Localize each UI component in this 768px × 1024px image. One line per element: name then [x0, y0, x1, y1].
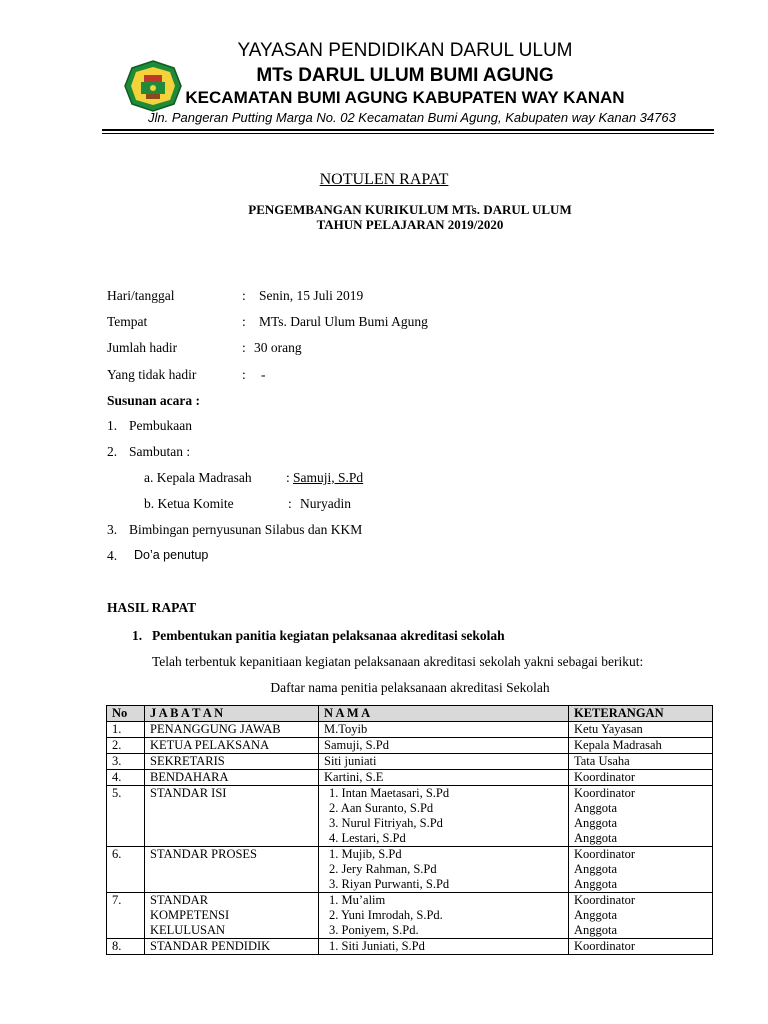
cell-keterangan — [569, 738, 713, 754]
results-point-title: Pembentukan panitia kegiatan pelaksanaa akreditasi sekolah — [152, 628, 505, 643]
results-paragraph: Telah terbentuk kepanitiaan kegiatan pelaksanaan akreditasi sekolah yakni sebagai berikut: — [152, 654, 644, 669]
school-name: MTs DARUL ULUM BUMI AGUNG — [256, 65, 554, 86]
info-label: Tempat — [107, 314, 148, 329]
document-year: TAHUN PELAJARAN 2019/2020 — [316, 217, 504, 232]
cell-nama — [319, 722, 569, 738]
table-row — [107, 770, 713, 786]
cell-jabatan-line: SEKRETARIS — [150, 754, 225, 768]
cell-nama-line: 3. Riyan Purwanti, S.Pd — [329, 877, 450, 891]
info-value: - — [261, 367, 266, 382]
agenda-item: Bimbingan pernyusunan Silabus dan KKM — [129, 522, 363, 537]
sambutan-role: a. Kepala Madrasah — [144, 470, 252, 485]
info-value: 30 orang — [254, 340, 302, 355]
cell-keterangan-line: Anggota — [574, 877, 618, 891]
cell-keterangan — [569, 722, 713, 738]
cell-nama-line: 4. Lestari, S.Pd — [329, 831, 406, 845]
cell-nama — [319, 939, 569, 955]
sambutan-separator: : — [288, 496, 292, 511]
table-row — [107, 738, 713, 754]
info-separator: : — [242, 367, 246, 382]
column-header-no: No — [107, 706, 145, 722]
cell-jabatan-line: STANDAR ISI — [150, 786, 227, 800]
agenda-item: Sambutan : — [129, 444, 191, 459]
cell-jabatan-line: STANDAR PENDIDIK — [150, 939, 271, 953]
cell-nama-line: 1. Mujib, S.Pd — [329, 847, 402, 861]
table-row — [107, 754, 713, 770]
committee-table — [106, 705, 713, 955]
cell-no: 3. — [107, 754, 145, 770]
cell-nama-line: 3. Poniyem, S.Pd. — [329, 923, 419, 937]
cell-keterangan-line: Koordinator — [574, 893, 636, 907]
table-row — [107, 847, 713, 893]
cell-keterangan — [569, 847, 713, 893]
cell-keterangan-line: Anggota — [574, 908, 618, 922]
cell-no: 2. — [107, 738, 145, 754]
cell-no: 8. — [107, 939, 145, 955]
results-point-number: 1. — [132, 628, 143, 643]
cell-nama — [319, 893, 569, 939]
info-label: Hari/tanggal — [107, 288, 175, 303]
cell-keterangan — [569, 770, 713, 786]
cell-keterangan — [569, 754, 713, 770]
cell-keterangan-line: Koordinator — [574, 939, 636, 953]
cell-nama-line: 2. Aan Suranto, S.Pd — [329, 801, 434, 815]
cell-jabatan-line: KOMPETENSI — [150, 908, 230, 922]
sambutan-separator: : — [286, 470, 290, 485]
sambutan-name: Samuji, S.Pd — [293, 470, 364, 485]
cell-keterangan-line: Tata Usaha — [574, 754, 630, 768]
agenda-item-number: 3. — [107, 522, 118, 537]
cell-keterangan-line: Koordinator — [574, 770, 636, 784]
info-label: Jumlah hadir — [107, 340, 178, 355]
table-row — [107, 722, 713, 738]
agenda-item-number: 4. — [107, 548, 118, 563]
column-header-jabatan: J A B A T A N — [145, 706, 319, 722]
info-value: Senin, 15 Juli 2019 — [259, 288, 364, 303]
column-header-keterangan: KETERANGAN — [569, 706, 713, 722]
cell-jabatan — [145, 939, 319, 955]
table-row — [107, 786, 713, 847]
cell-nama-line: 1. Siti Juniati, S.Pd — [329, 939, 425, 953]
cell-keterangan — [569, 939, 713, 955]
cell-no: 1. — [107, 722, 145, 738]
foundation-name: YAYASAN PENDIDIKAN DARUL ULUM — [237, 40, 573, 61]
document-subtitle: PENGEMBANGAN KURIKULUM MTs. DARUL ULUM — [248, 202, 572, 217]
cell-nama-line: Siti juniati — [324, 754, 377, 768]
cell-jabatan-line: KETUA PELAKSANA — [150, 738, 270, 752]
cell-keterangan-line: Kepala Madrasah — [574, 738, 662, 752]
cell-jabatan — [145, 770, 319, 786]
district-name: KECAMATAN BUMI AGUNG KABUPATEN WAY KANAN — [185, 88, 625, 107]
cell-keterangan — [569, 786, 713, 847]
cell-jabatan — [145, 847, 319, 893]
cell-keterangan-line: Anggota — [574, 862, 618, 876]
cell-no: 5. — [107, 786, 145, 847]
cell-jabatan — [145, 786, 319, 847]
table-row — [107, 939, 713, 955]
results-heading: HASIL RAPAT — [107, 600, 197, 615]
table-header-row — [107, 706, 713, 722]
cell-nama — [319, 738, 569, 754]
cell-nama-line: Kartini, S.E — [324, 770, 384, 784]
cell-jabatan-line: STANDAR PROSES — [150, 847, 258, 861]
agenda-item-number: 2. — [107, 444, 118, 459]
cell-nama-line: 1. Mu’alim — [329, 893, 386, 907]
cell-nama — [319, 754, 569, 770]
info-label: Yang tidak hadir — [107, 367, 197, 382]
cell-keterangan-line: Koordinator — [574, 786, 636, 800]
cell-nama — [319, 770, 569, 786]
cell-jabatan — [145, 738, 319, 754]
cell-keterangan-line: Anggota — [574, 816, 618, 830]
agenda-item: Do’a penutup — [134, 548, 209, 562]
cell-nama-line: 2. Jery Rahman, S.Pd — [329, 862, 437, 876]
cell-nama-line: Samuji, S.Pd — [324, 738, 389, 752]
cell-keterangan-line: Anggota — [574, 923, 618, 937]
cell-jabatan — [145, 722, 319, 738]
cell-jabatan-line: PENANGGUNG JAWAB — [150, 722, 281, 736]
agenda-item-number: 1. — [107, 418, 118, 433]
cell-jabatan-line: KELULUSAN — [150, 923, 225, 937]
cell-keterangan-line: Koordinator — [574, 847, 636, 861]
info-separator: : — [242, 314, 246, 329]
cell-no: 4. — [107, 770, 145, 786]
letterhead-divider-thick — [102, 129, 714, 131]
sambutan-role: b. Ketua Komite — [144, 496, 234, 511]
cell-keterangan — [569, 893, 713, 939]
table-row — [107, 893, 713, 939]
cell-keterangan-line: Anggota — [574, 801, 618, 815]
cell-nama-line: M.Toyib — [324, 722, 368, 736]
cell-jabatan — [145, 754, 319, 770]
cell-no: 7. — [107, 893, 145, 939]
cell-jabatan — [145, 893, 319, 939]
cell-nama — [319, 786, 569, 847]
sambutan-name: Nuryadin — [300, 496, 351, 511]
cell-jabatan-line: BENDAHARA — [150, 770, 229, 784]
cell-nama-line: 2. Yuni Imrodah, S.Pd. — [329, 908, 443, 922]
document-title: NOTULEN RAPAT — [319, 171, 449, 188]
cell-nama — [319, 847, 569, 893]
cell-nama-line: 1. Intan Maetasari, S.Pd — [329, 786, 450, 800]
column-header-nama: N A M A — [319, 706, 569, 722]
info-separator: : — [242, 340, 246, 355]
letterhead-divider-thin — [102, 133, 714, 134]
cell-jabatan-line: STANDAR — [150, 893, 209, 907]
school-address: Jln. Pangeran Putting Marga No. 02 Kecamatan Bumi Agung, Kabupaten way Kanan 34763 — [148, 110, 676, 125]
cell-nama-line: 3. Nurul Fitriyah, S.Pd — [329, 816, 443, 830]
cell-keterangan-line: Anggota — [574, 831, 618, 845]
info-separator: : — [242, 288, 246, 303]
cell-no: 6. — [107, 847, 145, 893]
table-caption: Daftar nama penitia pelaksanaan akreditasi Sekolah — [270, 680, 550, 695]
info-value: MTs. Darul Ulum Bumi Agung — [259, 314, 428, 329]
agenda-item: Pembukaan — [129, 418, 192, 433]
agenda-heading: Susunan acara : — [107, 393, 201, 408]
cell-keterangan-line: Ketu Yayasan — [574, 722, 643, 736]
